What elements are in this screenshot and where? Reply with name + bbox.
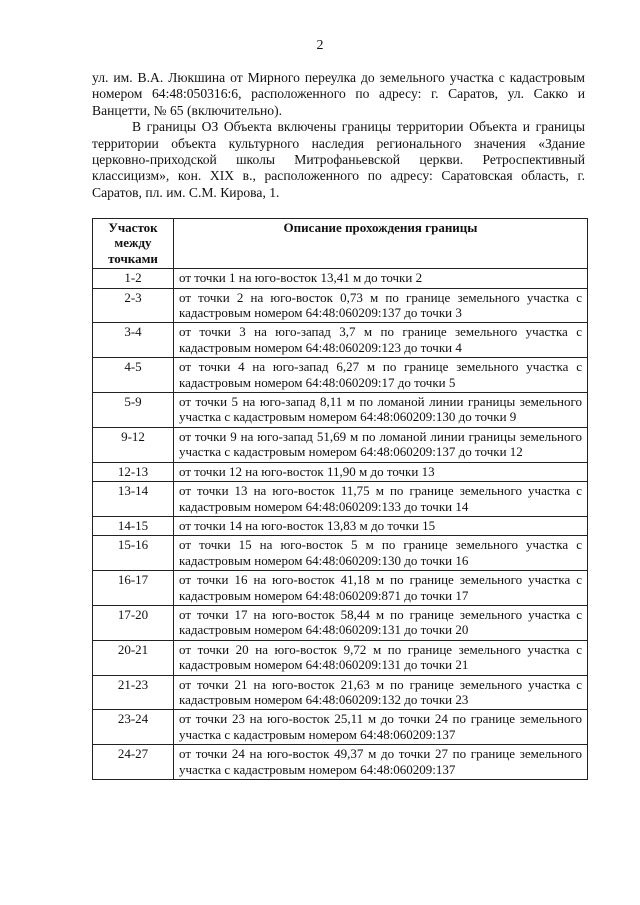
segment-cell: 21-23 — [93, 675, 174, 710]
table-row — [93, 536, 588, 571]
boundary-table — [92, 218, 588, 780]
table-header-row — [93, 219, 588, 269]
table-row — [93, 323, 588, 358]
table-row — [93, 516, 588, 535]
table-row — [93, 571, 588, 606]
segment-cell: 3-4 — [93, 323, 174, 358]
table-row — [93, 605, 588, 640]
segment-cell: 20-21 — [93, 640, 174, 675]
table-row — [93, 640, 588, 675]
header-description: Описание прохождения границы — [174, 219, 588, 269]
table-row — [93, 745, 588, 780]
description-cell: от точки 5 на юго-запад 8,11 м по ломаной линии границы земельного участка с кадастровым номером 64:48:060209:130 до точки 9 — [174, 393, 588, 428]
description-cell: от точки 2 на юго-восток 0,73 м по границе земельного участка с кадастровым номером 64:48:060209:137 до точки 3 — [174, 288, 588, 323]
description-cell: от точки 16 на юго-восток 41,18 м по границе земельного участка с кадастровым номером 64:48:060209:871 до точки 17 — [174, 571, 588, 606]
table-row — [93, 269, 588, 288]
description-cell: от точки 23 на юго-восток 25,11 м до точки 24 по границе земельного участка с кадастровым номером 64:48:060209:137 — [174, 710, 588, 745]
description-cell: от точки 12 на юго-восток 11,90 м до точки 13 — [174, 462, 588, 481]
intro-paragraph: В границы ОЗ Объекта включены границы территории Объекта и границы территории объекта культурного наследия регионального значения «Здание церковно-приходской школы Митрофаньевской церкви. Ретроспективный классицизм», кон. XIX в., расположенного по адресу: Саратовская область, г. Саратов, пл. им. С.М. Кирова, 1. — [92, 119, 585, 200]
table-row — [93, 393, 588, 428]
description-cell: от точки 1 на юго-восток 13,41 м до точки 2 — [174, 269, 588, 288]
segment-cell: 4-5 — [93, 358, 174, 393]
description-cell: от точки 24 на юго-восток 49,37 м до точки 27 по границе земельного участка с кадастровым номером 64:48:060209:137 — [174, 745, 588, 780]
segment-cell: 17-20 — [93, 605, 174, 640]
description-cell: от точки 20 на юго-восток 9,72 м по границе земельного участка с кадастровым номером 64:48:060209:131 до точки 21 — [174, 640, 588, 675]
description-cell: от точки 14 на юго-восток 13,83 м до точки 15 — [174, 516, 588, 535]
description-cell: от точки 13 на юго-восток 11,75 м по границе земельного участка с кадастровым номером 64:48:060209:133 до точки 14 — [174, 482, 588, 517]
description-cell: от точки 3 на юго-запад 3,7 м по границе земельного участка с кадастровым номером 64:48:060209:123 до точки 4 — [174, 323, 588, 358]
intro-text — [92, 70, 585, 201]
segment-cell: 5-9 — [93, 393, 174, 428]
segment-cell: 14-15 — [93, 516, 174, 535]
description-cell: от точки 21 на юго-восток 21,63 м по границе земельного участка с кадастровым номером 64:48:060209:132 до точки 23 — [174, 675, 588, 710]
segment-cell: 2-3 — [93, 288, 174, 323]
segment-cell: 12-13 — [93, 462, 174, 481]
table-row — [93, 427, 588, 462]
table-body — [93, 269, 588, 780]
segment-cell: 24-27 — [93, 745, 174, 780]
segment-cell: 9-12 — [93, 427, 174, 462]
description-cell: от точки 17 на юго-восток 58,44 м по границе земельного участка с кадастровым номером 64:48:060209:131 до точки 20 — [174, 605, 588, 640]
description-cell: от точки 9 на юго-запад 51,69 м по ломаной линии границы земельного участка с кадастровым номером 64:48:060209:137 до точки 12 — [174, 427, 588, 462]
table-row — [93, 288, 588, 323]
header-segment: Участок между точками — [93, 219, 174, 269]
table-row — [93, 710, 588, 745]
intro-paragraph: ул. им. В.А. Люкшина от Мирного переулка до земельного участка с кадастровым номером 64:48:050316:6, расположенного по адресу: г. Саратов, ул. Сакко и Ванцетти, № 65 (включительно). — [92, 70, 585, 118]
segment-cell: 16-17 — [93, 571, 174, 606]
table-row — [93, 675, 588, 710]
table-row — [93, 482, 588, 517]
segment-cell: 15-16 — [93, 536, 174, 571]
segment-cell: 13-14 — [93, 482, 174, 517]
description-cell: от точки 4 на юго-запад 6,27 м по границе земельного участка с кадастровым номером 64:48:060209:17 до точки 5 — [174, 358, 588, 393]
table-row — [93, 358, 588, 393]
page-number: 2 — [316, 38, 324, 53]
segment-cell: 1-2 — [93, 269, 174, 288]
table-row — [93, 462, 588, 481]
description-cell: от точки 15 на юго-восток 5 м по границе земельного участка с кадастровым номером 64:48:060209:130 до точки 16 — [174, 536, 588, 571]
segment-cell: 23-24 — [93, 710, 174, 745]
